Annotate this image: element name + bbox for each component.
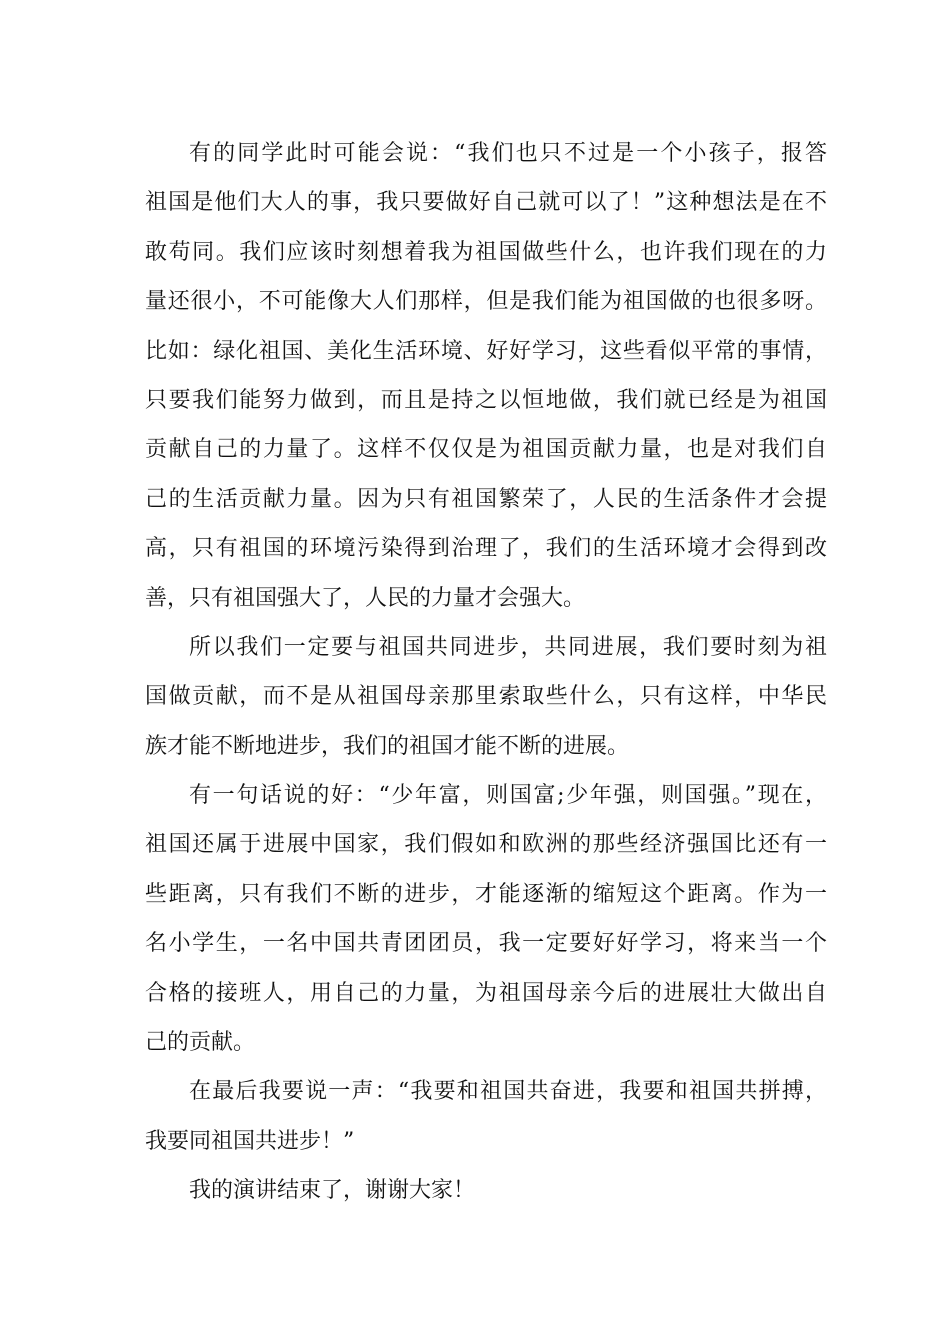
text-line: 只要我们能努力做到，而且是持之以恒地做，我们就已经是为祖国 bbox=[145, 387, 827, 413]
text-line: 在最后我要说一声：“我要和祖国共奋进，我要和祖国共拼搏， bbox=[189, 1079, 827, 1105]
text-line: 名小学生，一名中国共青团团员，我一定要好好学习，将来当一个 bbox=[145, 931, 827, 957]
text-line: 己的贡献。 bbox=[145, 1030, 256, 1056]
paragraph-5 bbox=[145, 1166, 827, 1215]
text-line: 我的演讲结束了，谢谢大家！ bbox=[189, 1178, 476, 1204]
text-line: 高，只有祖国的环境污染得到治理了，我们的生活环境才会得到改 bbox=[145, 536, 827, 562]
text-line: 敢苟同。我们应该时刻想着我为祖国做些什么，也许我们现在的力 bbox=[145, 239, 827, 265]
paragraph-4 bbox=[145, 1067, 827, 1166]
text-line: 善，只有祖国强大了，人民的力量才会强大。 bbox=[145, 585, 586, 611]
text-line: 比如：绿化祖国、美化生活环境、好好学习，这些看似平常的事情， bbox=[145, 338, 827, 364]
paragraph-3 bbox=[145, 771, 827, 1067]
text-line: 祖国还属于进展中国家，我们假如和欧洲的那些经济强国比还有一 bbox=[145, 832, 827, 858]
text-line: 贡献自己的力量了。这样不仅仅是为祖国贡献力量，也是对我们自 bbox=[145, 437, 827, 463]
text-line: 我要同祖国共进步！” bbox=[145, 1128, 355, 1154]
text-line: 所以我们一定要与祖国共同进步，共同进展，我们要时刻为祖 bbox=[189, 634, 827, 660]
text-line: 国做贡献，而不是从祖国母亲那里索取些什么，只有这样，中华民 bbox=[145, 684, 827, 710]
text-line: 有的同学此时可能会说：“我们也只不过是一个小孩子，报答 bbox=[189, 141, 827, 166]
text-line: 些距离，只有我们不断的进步，才能逐渐的缩短这个距离。作为一 bbox=[145, 881, 827, 907]
text-line: 祖国是他们大人的事，我只要做好自己就可以了！”这种想法是在不 bbox=[145, 190, 827, 216]
text-line: 合格的接班人，用自己的力量，为祖国母亲今后的进展壮大做出自 bbox=[145, 980, 827, 1006]
text-line: 族才能不断地进步，我们的祖国才能不断的进展。 bbox=[145, 733, 630, 759]
paragraph-1 bbox=[145, 129, 827, 623]
text-line: 己的生活贡献力量。因为只有祖国繁荣了，人民的生活条件才会提 bbox=[145, 486, 827, 512]
document-body bbox=[145, 129, 827, 1216]
text-line: 有一句话说的好：“少年富，则国富;少年强，则国强。”现在， bbox=[189, 783, 827, 809]
text-line: 量还很小，不可能像大人们那样，但是我们能为祖国做的也很多呀。 bbox=[145, 289, 827, 315]
paragraph-2 bbox=[145, 623, 827, 771]
